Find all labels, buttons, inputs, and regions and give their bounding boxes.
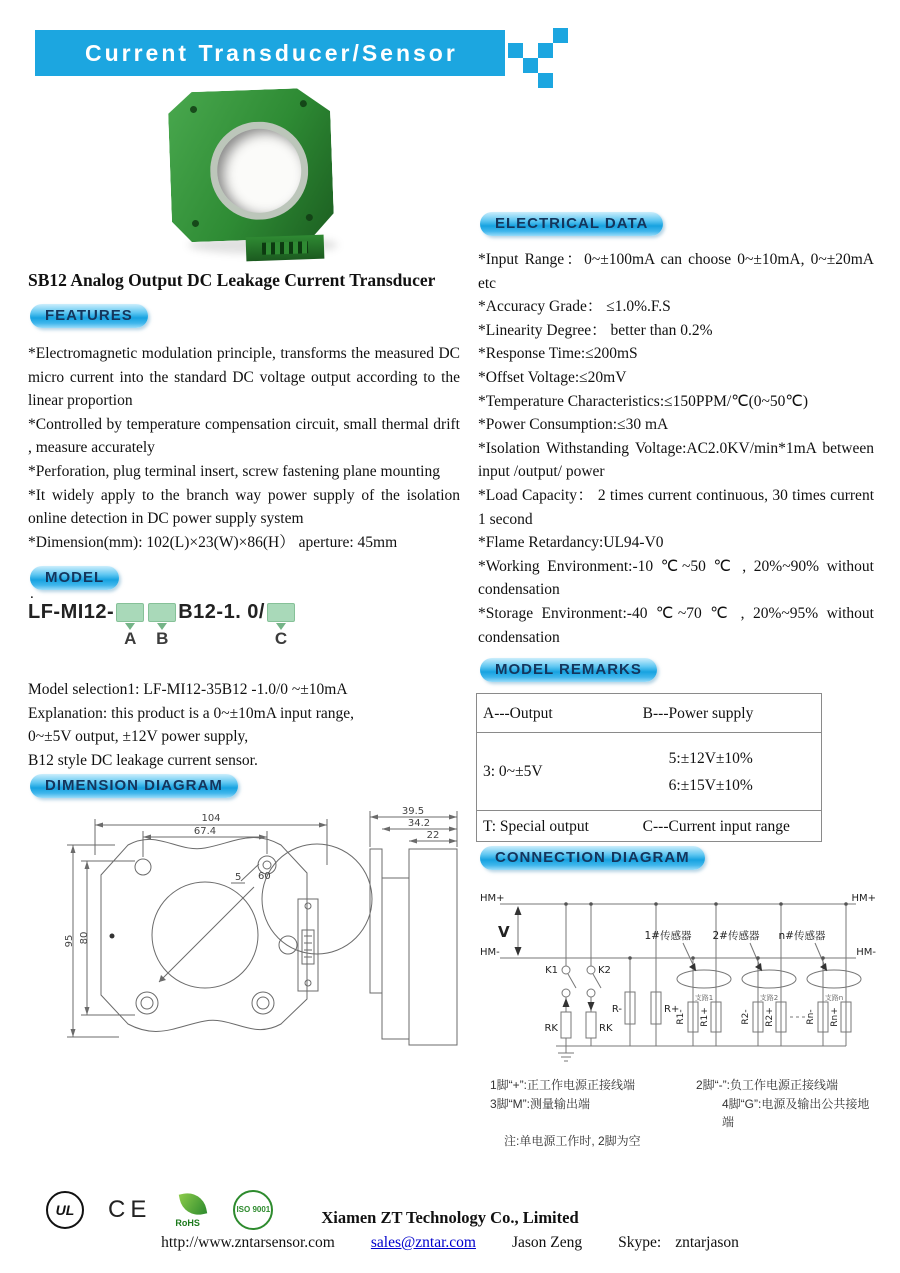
label-hm-minus-right: HM- — [856, 947, 876, 958]
model-code-box-a — [116, 603, 144, 622]
table-row — [477, 810, 821, 841]
banner-checker-square — [508, 43, 523, 58]
skype-id: zntarjason — [675, 1234, 739, 1251]
label-k2: K2 — [598, 965, 611, 976]
electrical-item: *Offset Voltage:≤20mV — [478, 368, 627, 386]
model-code-slot-c — [265, 603, 297, 649]
label-rk-right: RK — [599, 1023, 613, 1034]
connection-diagram-drawing — [478, 886, 878, 1074]
screw-dot — [300, 100, 307, 107]
model-selection-line: 0~±5V output, ±12V power supply, — [28, 728, 249, 746]
table-cell: B---Power supply — [642, 704, 754, 722]
feature-item: *Electromagnetic modulation principle, transforms the measured DC micro current into the standard DC voltage output according to the linear proportion — [28, 345, 460, 410]
banner-checker-square — [523, 58, 538, 73]
model-code-letter-a: A — [124, 629, 137, 648]
note-remark: 注:单电源工作时, 2脚为空 — [504, 1133, 641, 1148]
model-code-box-c — [267, 603, 295, 622]
note-pin3: 3脚“M”:测量输出端 — [490, 1096, 590, 1111]
skype-info — [618, 1234, 739, 1252]
label-v: V — [498, 923, 510, 941]
rohs-label: RoHS — [175, 1218, 200, 1228]
model-code-prefix: LF-MI12- — [28, 601, 115, 623]
feature-item: *It widely apply to the branch way power supply of the isolation online detection in DC power supply system — [28, 486, 460, 528]
electrical-item: *Accuracy Grade： ≤1.0%.F.S — [478, 298, 671, 316]
model-selection-line: B12 style DC leakage current sensor. — [28, 751, 258, 769]
table-cell: T: Special output — [483, 817, 589, 835]
transducer-aperture — [209, 120, 310, 221]
electrical-item: *Isolation Withstanding Voltage:AC2.0KV/min*1mA between input /output/ power — [478, 439, 874, 481]
dimension-diagram-drawing — [55, 803, 460, 1053]
table-cell: 3: 0~±5V — [483, 763, 543, 780]
model-selection-line: Model selection1: LF-MI12-35B12 -1.0/0 ~±10mA — [28, 681, 348, 698]
table-cell-line: 6:±15V±10% — [668, 777, 753, 794]
model-remarks-table — [476, 693, 822, 842]
label-hm-plus-right: HM+ — [851, 893, 876, 904]
model-selection-text — [28, 678, 460, 772]
connection-notes — [490, 1076, 876, 1150]
section-header-features: FEATURES — [30, 304, 148, 328]
product-photo — [158, 86, 358, 264]
section-header-electrical: ELECTRICAL DATA — [480, 212, 663, 236]
dim-label-80: 80 — [79, 931, 90, 945]
table-cell-line: 5:±12V±10% — [668, 749, 753, 767]
contact-name: Jason Zeng — [511, 1234, 583, 1251]
dim-label-60: 60 — [258, 871, 271, 882]
banner-checker-square — [538, 73, 553, 88]
label-sensor-2: 2#传感器 — [712, 930, 760, 942]
label-r2-plus: R2+ — [765, 1007, 775, 1027]
electrical-item: *Power Consumption:≤30 mA — [478, 416, 669, 434]
feature-item: *Dimension(mm): 102(L)×23(W)×86(H） aperture: 45mm — [28, 533, 398, 551]
table-cell: A---Output — [483, 704, 553, 722]
label-rk-left: RK — [544, 1023, 558, 1034]
electrical-data-list — [478, 248, 874, 649]
label-branch-2: 支路2 — [759, 994, 779, 1002]
model-code-slot-b — [146, 603, 178, 649]
label-sensor-1: 1#传感器 — [644, 930, 692, 942]
skype-label: Skype: — [618, 1234, 662, 1251]
label-sensor-n: n#传感器 — [778, 930, 826, 942]
label-r-minus: R- — [611, 1004, 622, 1015]
label-r-plus: R+ — [664, 1004, 680, 1015]
table-row — [477, 732, 821, 810]
company-name: Xiamen ZT Technology Co., Limited — [321, 1208, 579, 1227]
banner-checker-square — [538, 43, 553, 58]
feature-item: *Controlled by temperature compensation circuit, small thermal drift , measure accurately — [28, 415, 460, 457]
label-r1-minus: R1- — [676, 1009, 686, 1025]
dim-label-104: 104 — [201, 813, 221, 824]
section-header-dimension: DIMENSION DIAGRAM — [30, 774, 238, 798]
electrical-item: *Linearity Degree： better than 0.2% — [478, 321, 713, 339]
electrical-item: *Flame Retardancy:UL94-V0 — [478, 534, 664, 552]
transducer-body — [167, 87, 334, 243]
email-link[interactable]: sales@zntar.com — [370, 1234, 476, 1251]
model-code — [28, 600, 297, 649]
note-pin1: 1脚“+”:正工作电源正接线端 — [490, 1078, 636, 1092]
page-banner — [35, 30, 505, 76]
label-hm-plus-left: HM+ — [480, 893, 505, 904]
electrical-item: *Input Range：0~±100mA can choose 0~±10mA, 0~±20mA etc — [478, 251, 874, 292]
transducer-terminal-block — [246, 235, 325, 262]
model-code-mid: B12-1. 0/ — [178, 601, 265, 623]
note-pin2: 2脚“-”:负工作电源正接线端 — [696, 1078, 838, 1092]
iso9001-icon: ISO 9001 — [233, 1190, 273, 1230]
model-code-slot-a — [114, 603, 146, 649]
label-r1-plus: R1+ — [700, 1007, 710, 1027]
electrical-item: *Response Time:≤200mS — [478, 345, 638, 363]
screw-dot — [192, 220, 199, 227]
banner-checker-square — [553, 28, 568, 43]
note-line — [490, 1076, 876, 1095]
table-cell — [639, 733, 821, 810]
note-line — [490, 1095, 876, 1132]
label-rn-minus: Rn- — [806, 1009, 816, 1025]
model-code-letter-c: C — [274, 629, 288, 648]
model-selection-line: Explanation: this product is a 0~±10mA input range, — [28, 704, 354, 722]
terminal-pins — [262, 241, 308, 255]
label-rn-plus: Rn+ — [830, 1007, 840, 1027]
label-branch-1: 支路1 — [694, 994, 714, 1002]
section-header-model-remarks: MODEL REMARKS — [480, 658, 657, 682]
contact-line — [0, 1234, 900, 1252]
section-header-connection: CONNECTION DIAGRAM — [480, 846, 705, 870]
note-pin4: 4脚“G”:电源及输出公共接地端 — [722, 1096, 870, 1130]
features-list — [28, 342, 460, 554]
electrical-item: *Working Environment:-10 ℃~50 ℃ , 20%~90% without condensation — [478, 557, 874, 599]
table-cell: C---Current input range — [642, 817, 790, 835]
screw-dot — [306, 214, 313, 221]
screw-dot — [190, 106, 197, 113]
label-hm-minus-left: HM- — [480, 947, 500, 958]
label-r2-minus: R2- — [741, 1009, 751, 1025]
model-code-letter-b: B — [156, 629, 169, 648]
dim-label-39-5: 39.5 — [401, 806, 425, 817]
dim-label-95: 95 — [64, 934, 75, 948]
dim-label-67-4: 67.4 — [193, 826, 217, 837]
electrical-item: *Temperature Characteristics:≤150PPM/℃(0~50℃) — [478, 392, 808, 410]
ul-certification-icon: UL — [46, 1191, 84, 1229]
feature-item: *Perforation, plug terminal insert, screw fastening plane mounting — [28, 462, 440, 480]
label-branch-n: 支路n — [824, 994, 844, 1002]
electrical-item: *Storage Environment:-40 ℃~70 ℃ , 20%~95% without condensation — [478, 604, 874, 646]
page-title: SB12 Analog Output DC Leakage Current Transducer — [28, 270, 436, 290]
dim-label-34-2: 34.2 — [407, 818, 431, 829]
dim-label-5: 5 — [235, 872, 242, 883]
website-url: http://www.zntarsensor.com — [161, 1234, 335, 1251]
dim-label-22: 22 — [426, 830, 440, 841]
banner-title: Current Transducer/Sensor — [85, 39, 458, 66]
label-k1: K1 — [545, 965, 558, 976]
model-dot: . — [30, 586, 34, 602]
ce-mark-icon: CE — [108, 1196, 152, 1223]
table-row — [477, 694, 821, 732]
section-header-model: MODEL — [30, 566, 119, 590]
model-code-box-b — [148, 603, 176, 622]
electrical-item: *Load Capacity： 2 times current continuous, 30 times current 1 second — [478, 486, 874, 528]
